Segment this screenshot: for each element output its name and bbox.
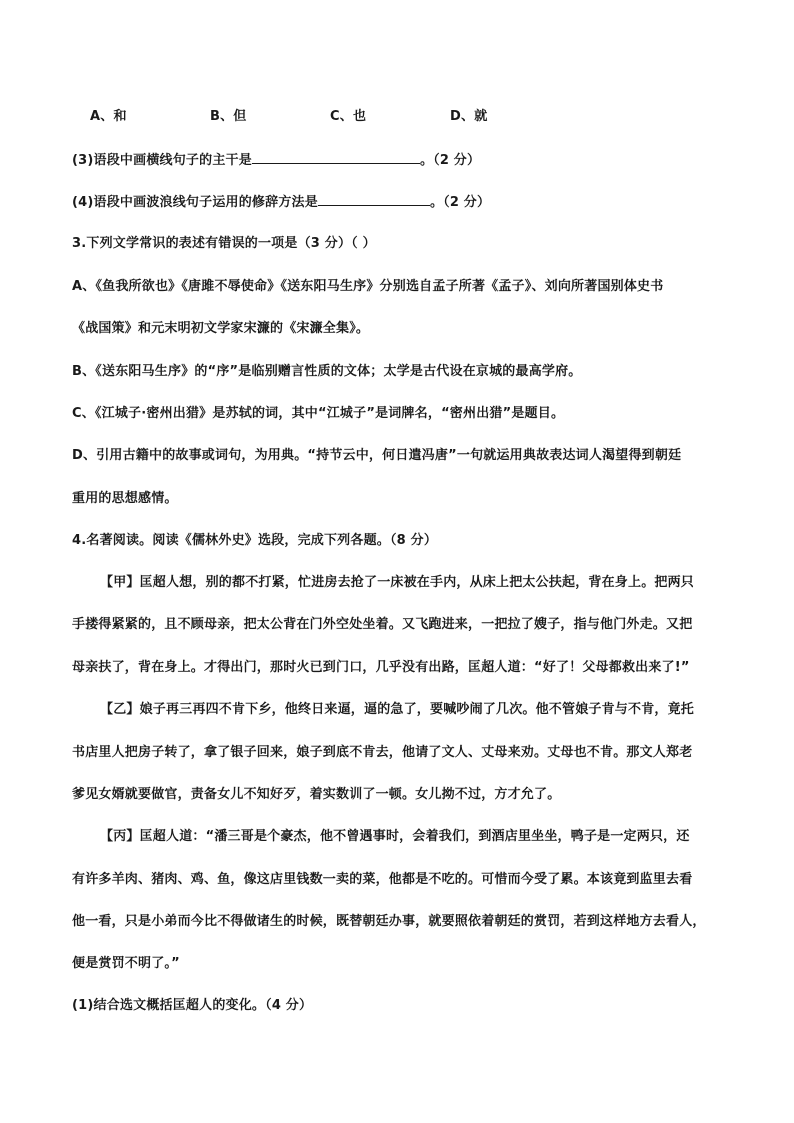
passage-bing-line1: 【丙】匡超人道：“潘三哥是个豪杰，他不曾遇事时，会着我们，到酒店里坐坐，鸭子是一定两只，还 [100, 829, 690, 844]
question-2-3-text: (3)语段中画横线句子的主干是 [72, 153, 252, 168]
question-2-4-score: 。（2 分） [429, 195, 491, 210]
passage-jia-line3: 母亲扶了，背在身上。才得出门，那时火已到门口，几乎没有出路，匡超人道：“好了！父母都救出来了!” [72, 660, 690, 675]
option-c: C、也 [330, 109, 367, 124]
option-d: D、就 [450, 109, 488, 124]
question-4-1: (1)结合选文概括匡超人的变化。（4 分） [72, 998, 313, 1013]
answer-blank-2-3[interactable] [252, 151, 420, 164]
passage-yi-line3: 爹见女婿就要做官，责备女儿不知好歹，着实数训了一顿。女儿拗不过，方才允了。 [72, 787, 561, 802]
passage-bing-line2: 有许多羊肉、猪肉、鸡、鱼，像这店里钱数一卖的菜，他都是不吃的。可惜而今受了累。本该竟到监里去看 [72, 872, 693, 887]
passage-yi-line2: 书店里人把房子转了，拿了银子回来，娘子到底不肯去，他请了文人、丈母来劝。丈母也不肯。那文人郑老 [72, 745, 693, 760]
question-3-option-a-line1: A、《鱼我所欲也》《唐雎不辱使命》《送东阳马生序》分别选自孟子所著《孟子》、刘向所著国别体史书 [72, 279, 664, 294]
question-2-3-score: 。（2 分） [419, 153, 481, 168]
passage-yi-line1: 【乙】娘子再三再四不肯下乡，他终日来逼，逼的急了，要喊吵闹了几次。他不管娘子肯与不肯，竟托 [100, 702, 695, 717]
passage-jia-line2: 手搂得紧紧的，且不顾母亲，把太公背在门外空处坐着。又飞跑进来，一把拉了嫂子，指与他门外走。又把 [72, 617, 693, 632]
question-3-option-d-line2: 重用的思想感情。 [72, 491, 178, 506]
option-a: A、和 [90, 109, 127, 124]
question-3-option-b: B、《送东阳马生序》的“序”是临别赠言性质的文体；太学是古代设在京城的最高学府。 [72, 364, 582, 379]
question-3-stem: 3.下列文学常识的表述有错误的一项是（3 分）（ ） [72, 236, 376, 251]
question-3-option-d-line1: D、引用古籍中的故事或词句，为用典。“持节云中，何日遣冯唐”一句就运用典故表达词人渴望得到朝廷 [72, 448, 682, 463]
passage-bing-line3: 他一看，只是小弟而今比不得做诸生的时候，既替朝廷办事，就要照依着朝廷的赏罚，若到这样地方去看人， [72, 914, 706, 929]
question-2-3 [72, 151, 732, 169]
option-b: B、但 [210, 109, 247, 124]
answer-blank-2-4[interactable] [318, 193, 430, 206]
question-3-option-a-line2: 《战国策》和元末明初文学家宋濂的《宋濂全集》。 [72, 321, 370, 336]
question-4-stem: 4.名著阅读。阅读《儒林外史》选段，完成下列各题。（8 分） [72, 533, 438, 548]
passage-bing-line4: 便是赏罚不明了。” [72, 956, 180, 971]
question-3-option-c: C、《江城子·密州出猎》是苏轼的词，其中“江城子”是词牌名，“密州出猎”是题目。 [72, 406, 565, 421]
question-2-4-text: (4)语段中画波浪线句子运用的修辞方法是 [72, 195, 318, 210]
question-2-4 [72, 193, 732, 211]
passage-jia-line1: 【甲】匡超人想，别的都不打紧，忙进房去抢了一床被在手内，从床上把太公扶起，背在身上。把两只 [100, 575, 695, 590]
